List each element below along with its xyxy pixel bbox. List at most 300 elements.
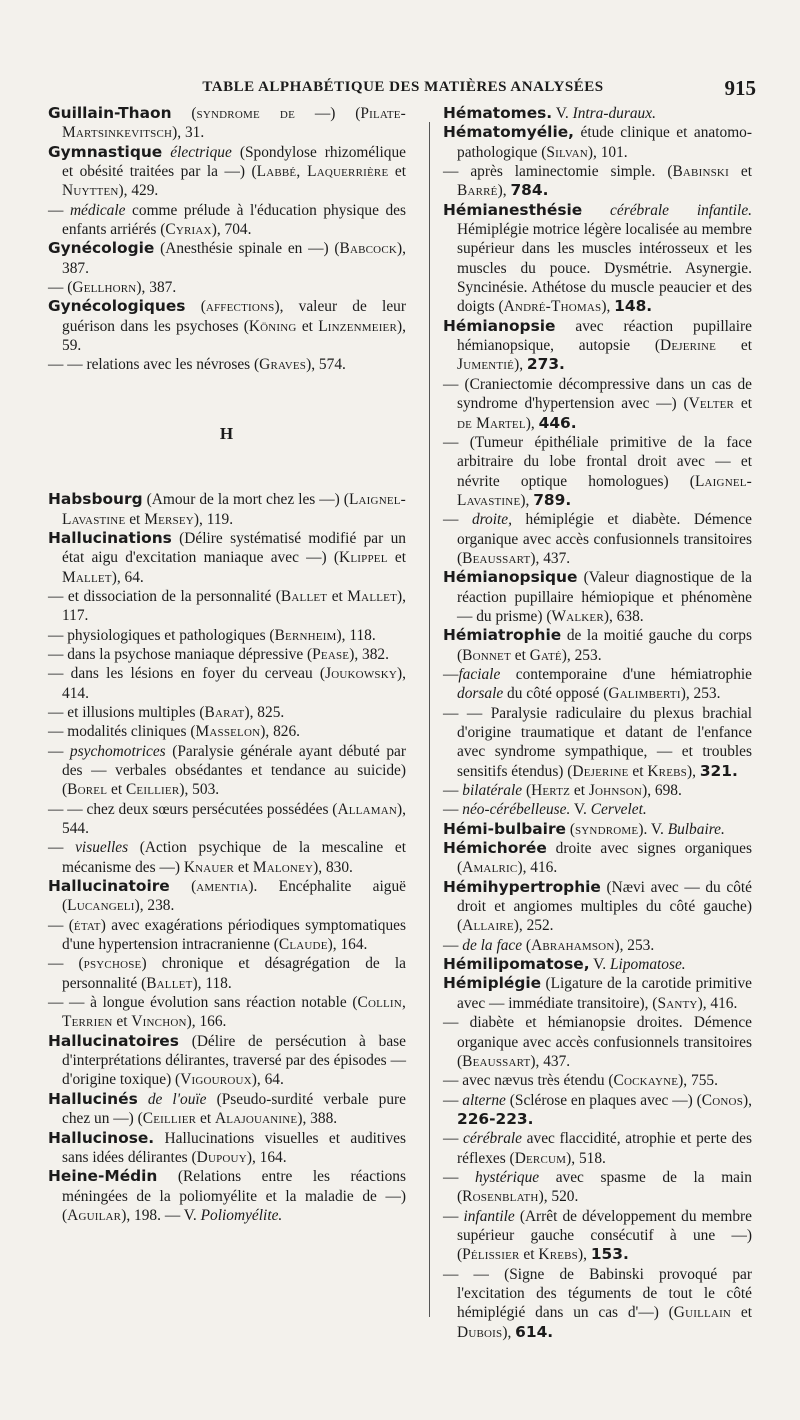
- author-name: Laignel-Lavastine: [457, 472, 752, 509]
- index-subentry: [443, 936, 752, 955]
- entry-text: et: [112, 1013, 132, 1031]
- italic-term: de la face: [462, 936, 523, 954]
- entry-text: (Pseudo-surdité verbale pure chez un —) (: [62, 1090, 406, 1128]
- entry-text: (Délire de persécution à base d'interprétations délirantes, traversé par des épisodes — d'origine toxique) (: [62, 1032, 406, 1089]
- entry-text: —: [443, 1091, 463, 1109]
- italic-term: médicale: [69, 201, 126, 219]
- entry-text: avec flaccidité, atrophie et perte des réflexes (: [457, 1130, 752, 1167]
- entry-text: V.: [570, 801, 591, 819]
- entry-text: ), 119.: [193, 510, 234, 528]
- index-entry: [443, 123, 752, 162]
- italic-term: Lipomatose.: [609, 956, 686, 974]
- author-name: Santy: [657, 994, 698, 1012]
- entry-text: ), 117.: [62, 587, 406, 625]
- italic-term: Cervelet.: [590, 801, 647, 819]
- entry-text: ),: [497, 182, 511, 200]
- entry-text: ), 387.: [136, 279, 177, 297]
- entry-text: — V.: [164, 1206, 201, 1224]
- entry-keyword: Hémiplégie: [443, 974, 542, 993]
- entry-text: de la moitié gauche du corps (: [457, 627, 752, 664]
- entry-text: ),: [686, 762, 700, 780]
- index-subentry: [443, 1071, 752, 1090]
- index-entry: [443, 955, 752, 974]
- italic-term: psychomotrices: [69, 742, 166, 760]
- entry-text: ), 101.: [587, 143, 628, 161]
- index-entry: [443, 317, 752, 375]
- entry-text: —: [443, 1168, 475, 1186]
- entry-text: —: [48, 201, 70, 219]
- index-entry: [443, 820, 752, 839]
- entry-text: ), 518.: [566, 1149, 606, 1167]
- entry-keyword: 153.: [590, 1245, 629, 1264]
- index-entry: [443, 839, 752, 878]
- entry-text: ), 31.: [172, 124, 205, 142]
- index-subentry: [48, 278, 406, 297]
- entry-text: et: [125, 510, 145, 528]
- italic-term: alterne: [462, 1091, 506, 1109]
- index-subentry: [443, 704, 752, 781]
- entry-text: et: [628, 762, 648, 780]
- entry-text: — (: [48, 279, 73, 297]
- entry-keyword: 614.: [515, 1322, 554, 1341]
- italic-term: électrique: [170, 143, 232, 161]
- author-name: Allaman: [337, 800, 398, 818]
- entry-text: du côté opposé (: [503, 685, 609, 703]
- entry-text: ) avec exagérations périodiques symptomatiques d'une hypertension intracranienne (: [62, 916, 407, 954]
- author-name: Alajouanine: [214, 1110, 298, 1128]
- entry-text: (Paralysie générale ayant débuté par des — verbales obsédantes et tendance au suicide) (: [62, 742, 406, 799]
- entry-keyword: Hémiatrophie: [443, 626, 562, 645]
- author-name: Joukowsky: [325, 665, 398, 683]
- entry-text: ), 416.: [517, 859, 558, 877]
- author-name: Cockayne: [613, 1072, 679, 1090]
- entry-text: (: [171, 105, 197, 122]
- entry-keyword: Gynécologiques: [48, 297, 186, 316]
- author-name: Nuytten: [62, 182, 119, 200]
- author-name: Aguilar: [67, 1206, 122, 1224]
- index-subentry: [48, 626, 406, 645]
- entry-text: et: [234, 858, 253, 876]
- column-divider: [429, 122, 430, 1317]
- entry-text: ),: [601, 298, 615, 316]
- entry-text: ), valeur de leur guérison dans les psychoses (: [62, 298, 406, 335]
- index-subentry: [48, 742, 406, 800]
- entry-text: ), 416.: [697, 994, 738, 1012]
- entry-text: (Amour de la mort chez les —) (: [142, 491, 349, 509]
- author-name: Beaussart: [462, 549, 531, 567]
- entry-keyword: Hémi-bulbaire: [443, 819, 566, 838]
- entry-text: ), 253.: [614, 936, 655, 954]
- index-subentry: [443, 1091, 752, 1130]
- author-name: Beaussart: [462, 1052, 531, 1070]
- running-title: TABLE ALPHABÉTIQUE DES MATIÈRES ANALYSÉES: [202, 79, 604, 95]
- author-name: Linzenmeier: [318, 317, 398, 335]
- entry-text: ), 64.: [251, 1071, 284, 1089]
- author-name: Velter: [688, 395, 735, 413]
- author-name: Babcock: [339, 240, 398, 258]
- italic-term: droite,: [471, 511, 512, 529]
- entry-text: et: [388, 163, 406, 181]
- entry-keyword: Hématomes.: [443, 104, 553, 122]
- index-subentry: [443, 781, 752, 800]
- entry-keyword: 789.: [533, 490, 572, 509]
- author-name: Dubois: [457, 1323, 503, 1341]
- entry-text: —: [48, 839, 76, 857]
- italic-term: dorsale: [457, 685, 504, 703]
- index-subentry: [48, 800, 406, 839]
- author-name: Köning: [248, 317, 297, 335]
- entry-text: (: [169, 878, 197, 896]
- entry-keyword: Gynécologie: [48, 239, 155, 258]
- entry-text: ),: [743, 1091, 752, 1109]
- entry-keyword: Guillain-Thaon: [48, 104, 172, 122]
- entry-text: ), 164.: [327, 936, 368, 954]
- italic-term: visuelles: [75, 839, 129, 857]
- author-name: Krebs: [647, 762, 687, 780]
- entry-text: avec spasme de la main (: [457, 1168, 752, 1206]
- entry-text: (Anesthésie spinale en —) (: [154, 240, 340, 258]
- entry-text: ), 437.: [530, 1052, 571, 1070]
- entry-keyword: Hémianesthésie: [443, 200, 583, 219]
- author-name: Bernheim: [274, 626, 337, 644]
- entry-text: comme prélude à l'éducation physique des enfants arriérés (: [62, 201, 406, 239]
- entry-text: et: [296, 317, 319, 335]
- author-name: Allaire: [462, 917, 514, 935]
- right-column: [443, 104, 752, 1342]
- entry-keyword: Hallucinations: [48, 528, 172, 547]
- author-name: Johnson: [588, 782, 643, 800]
- author-name: Maloney: [252, 858, 314, 876]
- author-name: Hertz: [531, 782, 571, 800]
- entry-text: et: [107, 781, 126, 799]
- entry-text: avec réaction pupillaire hémianopsique, autopsie (: [457, 317, 752, 355]
- entry-keyword: Hématomyélie,: [443, 123, 575, 142]
- entry-keyword: Hémichorée: [443, 839, 547, 858]
- author-name: Pease: [312, 645, 350, 663]
- entry-text: ), 414.: [62, 665, 406, 702]
- entry-text: ), 118.: [336, 626, 376, 644]
- index-subentry: [48, 722, 406, 741]
- author-name: Claude: [278, 936, 328, 954]
- entry-text: ), 830.: [313, 858, 353, 876]
- italic-term: infantile: [463, 1207, 515, 1225]
- author-name: Bonnet: [462, 646, 511, 664]
- author-name: psychose: [83, 955, 142, 973]
- entry-text: ),: [525, 414, 539, 432]
- index-subentry: [443, 1168, 752, 1207]
- italic-term: cérébrale: [463, 1130, 523, 1148]
- index-entry: [443, 201, 752, 317]
- index-entry: [48, 1032, 406, 1090]
- index-subentry: [48, 954, 406, 993]
- index-subentry: [48, 201, 406, 240]
- author-name: Krebs: [538, 1246, 579, 1264]
- index-subentry: [48, 993, 406, 1032]
- entry-text: (Délire systématisé modifié par un état aigu d'excitation maniaque avec —) (: [62, 529, 406, 567]
- index-entry: [48, 104, 406, 143]
- entry-text: — avec nævus très étendu (: [443, 1072, 614, 1090]
- author-name: Knauer: [183, 858, 235, 876]
- author-name: Walker: [551, 607, 604, 625]
- entry-text: ),: [520, 491, 534, 509]
- entry-text: (Nævi avec — du côté droit et angiomes multiples du côté gauche) (: [457, 878, 752, 935]
- entry-text: —: [443, 1207, 464, 1225]
- entry-text: hémiplégie et diabète. Démence organique avec accès confusionnels transitoires (: [457, 511, 752, 567]
- index-subentry: [443, 375, 752, 433]
- page-number: 915: [724, 76, 756, 100]
- entry-text: étude clinique et anatomo-pathologique (: [457, 124, 752, 161]
- author-name: Borel: [67, 781, 108, 799]
- entry-text: ), 826.: [260, 723, 301, 741]
- entry-keyword: 226-223.: [457, 1109, 534, 1128]
- author-name: Cyriax: [165, 221, 212, 239]
- index-subentry: [48, 587, 406, 626]
- author-name: Pélissier: [462, 1246, 520, 1264]
- author-name: syndrome: [574, 820, 639, 838]
- entry-text: — et illusions multiples (: [48, 703, 205, 721]
- italic-term: de l'ouïe: [147, 1090, 207, 1108]
- index-subentry: [443, 162, 752, 201]
- entry-text: —) (: [294, 105, 361, 122]
- author-name: Vigouroux: [180, 1071, 252, 1089]
- italic-term: néo-cérébelleuse.: [462, 801, 571, 819]
- section-letter-heading: H: [219, 423, 235, 443]
- entry-text: et: [716, 337, 752, 355]
- author-name: Barré: [457, 182, 498, 200]
- entry-text: ), 429.: [118, 182, 159, 200]
- index-subentry: [443, 433, 752, 510]
- entry-text: — dans les lésions en foyer du cerveau (: [48, 665, 326, 683]
- author-name: Graves: [259, 356, 307, 374]
- entry-keyword: Gymnastique: [48, 142, 163, 161]
- entry-text: V.: [552, 105, 573, 122]
- author-name: Masselon: [195, 723, 261, 741]
- entry-text: — physiologiques et pathologiques (: [48, 626, 275, 644]
- author-name: amentia: [196, 878, 249, 896]
- entry-text: (: [565, 820, 575, 838]
- author-name: Lucangeli: [67, 897, 135, 915]
- entry-text: (Arrêt de développement du membre supérieur gauche consécutif à une —) (: [457, 1207, 752, 1264]
- entry-text: (Valeur diagnostique de la réaction pupillaire hémiopique et phénomène — du prisme) (: [457, 569, 752, 625]
- entry-text: ), 252.: [513, 917, 554, 935]
- entry-text: ), 164.: [246, 1148, 287, 1166]
- author-name: de Martel: [457, 414, 526, 432]
- author-name: Dupouy: [196, 1148, 247, 1166]
- author-name: affections: [205, 298, 275, 316]
- author-name: Ceillier: [125, 781, 180, 799]
- author-name: Mallet: [347, 587, 398, 605]
- author-name: Ballet: [280, 587, 328, 605]
- entry-text: — et dissociation de la personnalité (: [48, 587, 281, 605]
- author-name: Galimberti: [608, 685, 681, 703]
- entry-text: — (: [48, 955, 84, 973]
- author-name: état: [73, 916, 101, 934]
- entry-text: ), 704.: [211, 221, 252, 239]
- entry-keyword: Hémianopsique: [443, 568, 578, 587]
- entry-keyword: Hallucinatoires: [48, 1031, 179, 1050]
- entry-keyword: Hallucinés: [48, 1089, 138, 1108]
- author-name: Abrahamson: [531, 936, 615, 954]
- entry-text: et: [327, 587, 348, 605]
- entry-text: ), 64.: [111, 568, 144, 586]
- entry-text: —: [443, 665, 459, 683]
- index-subentry: [48, 703, 406, 722]
- entry-keyword: Hallucinatoire: [48, 877, 170, 896]
- index-subentry: [443, 510, 752, 568]
- left-column: [48, 104, 406, 1225]
- entry-text: ), 544.: [62, 800, 406, 837]
- entry-text: ),: [514, 356, 527, 374]
- index-entry: [48, 529, 406, 587]
- index-subentry: [443, 1207, 752, 1265]
- index-subentry: [48, 645, 406, 664]
- entry-text: — modalités cliniques (: [48, 723, 196, 741]
- author-name: Gaté: [529, 646, 562, 664]
- entry-text: ), 503.: [179, 781, 220, 799]
- entry-keyword: 784.: [510, 181, 549, 200]
- entry-text: ), 437.: [530, 549, 571, 567]
- entry-keyword: Habsbourg: [48, 490, 143, 509]
- entry-text: ), 520.: [538, 1188, 579, 1206]
- entry-text: ), 574.: [306, 356, 346, 374]
- italic-term: hystérique: [474, 1168, 540, 1186]
- entry-text: — après laminectomie simple. (: [443, 163, 673, 181]
- entry-text: V.: [589, 956, 610, 974]
- entry-keyword: Hémianopsie: [443, 316, 556, 335]
- entry-text: ), 387.: [62, 240, 406, 277]
- entry-text: Hémiplégie motrice légère localisée au membre supérieur dans les muscles intérosseux et les muscles du pouce. Dysmétrie. Asynergie. Syncinésie. Athétose du muscle peaucier et des doigts (: [457, 221, 752, 316]
- entry-text: ), 59.: [62, 317, 406, 355]
- italic-term: bilatérale: [462, 782, 523, 800]
- entry-text: — — Paralysie radiculaire du plexus brachial d'origine traumatique et datant de l'enfance avec syndrome sympathique, — et troubles sensitifs étendus) (: [443, 704, 752, 780]
- entry-text: contemporaine d'une hémiatrophie: [500, 665, 752, 683]
- entry-text: et: [519, 1246, 539, 1264]
- index-entry: [48, 143, 406, 201]
- author-name: Silvan: [546, 143, 588, 161]
- author-name: Collin, Terrien: [62, 994, 406, 1031]
- author-name: Dercum: [514, 1149, 567, 1167]
- entry-text: —: [443, 1130, 464, 1148]
- author-name: Guillain: [673, 1304, 732, 1322]
- author-name: Labbé, Laquerrière: [256, 163, 389, 181]
- entry-text: —: [443, 801, 463, 819]
- author-name: André-Thomas: [503, 298, 602, 316]
- entry-text: ), 755.: [678, 1072, 718, 1090]
- entry-keyword: 148.: [614, 297, 653, 316]
- index-entry: [443, 974, 752, 1013]
- index-subentry: [443, 1129, 752, 1168]
- author-name: Laignel-Lavastine: [62, 491, 406, 528]
- entry-keyword: 321.: [699, 761, 738, 780]
- author-name: Amalric: [462, 859, 518, 877]
- entry-text: ), 638.: [603, 607, 644, 625]
- entry-text: — (Tumeur épithéliale primitive de la face arbitraire du lobe frontal droit avec — et névrite optique homologues) (: [443, 433, 752, 490]
- index-subentry: [443, 800, 752, 819]
- entry-text: —: [48, 742, 70, 760]
- author-name: Mersey: [144, 510, 194, 528]
- author-name: Ceillier: [142, 1110, 197, 1128]
- index-subentry: [48, 355, 406, 374]
- entry-text: (: [522, 936, 532, 954]
- index-entry: [48, 297, 406, 355]
- entry-text: —: [443, 511, 472, 529]
- entry-text: — dans la psychose maniaque dépressive (: [48, 645, 313, 663]
- italic-term: cérébrale infantile.: [610, 201, 752, 219]
- entry-text: ), 382.: [349, 645, 389, 663]
- author-name: Ballet: [146, 974, 193, 992]
- entry-text: ), 166.: [186, 1013, 227, 1031]
- entry-text: et: [734, 395, 752, 413]
- entry-text: et: [510, 646, 530, 664]
- entry-text: (: [522, 782, 532, 800]
- index-subentry: [443, 665, 752, 704]
- entry-text: ),: [578, 1246, 591, 1264]
- entry-text: ), 253.: [680, 685, 721, 703]
- entry-keyword: Hallucinose.: [48, 1128, 155, 1147]
- entry-text: — — chez deux sœurs persécutées possédées (: [48, 800, 338, 818]
- entry-text: —: [443, 782, 463, 800]
- index-subentry: [48, 664, 406, 703]
- entry-text: (Relations entre les réactions méningées de la poliomyélite et la maladie de —) (: [62, 1168, 406, 1224]
- running-header: [48, 76, 758, 100]
- author-name: Vinchon: [131, 1013, 187, 1031]
- entry-text: — (: [48, 916, 74, 934]
- index-entry: [443, 104, 752, 123]
- index-entry: [48, 1167, 406, 1225]
- entry-text: ), 253.: [561, 646, 602, 664]
- italic-term: Poliomyélite.: [200, 1206, 283, 1224]
- index-entry: [443, 568, 752, 626]
- entry-text: ), 198.: [121, 1206, 161, 1224]
- author-name: Mallet: [62, 568, 112, 586]
- index-entry: [443, 626, 752, 665]
- author-name: Babinski: [672, 163, 729, 181]
- author-name: Klippel: [339, 549, 388, 567]
- entry-keyword: 273.: [526, 355, 565, 374]
- entry-keyword: Hémihypertrophie: [443, 877, 601, 896]
- author-name: syndrome de: [196, 105, 295, 122]
- index-entry: [48, 490, 406, 529]
- author-name: Pilate-Martsinkevitsch: [62, 105, 406, 142]
- index-entry: [48, 1129, 406, 1168]
- author-name: Rosenblath: [462, 1188, 539, 1206]
- author-name: Barat: [204, 703, 245, 721]
- entry-text: — — (Signe de Babinski provoqué par l'excitation des téguments de tout le côté hémiplégié dans un cas d'—) (: [443, 1265, 752, 1322]
- entry-text: et: [728, 163, 752, 181]
- entry-keyword: 446.: [538, 413, 577, 432]
- entry-text: — diabète et hémianopsie droites. Démence organique avec accès confusionnels transitoires (: [443, 1014, 752, 1070]
- index-entry: [443, 878, 752, 936]
- entry-text: ), 825.: [244, 703, 285, 721]
- index-subentry: [48, 838, 406, 877]
- author-name: Jumentié: [457, 356, 515, 374]
- entry-text: (Sclérose en plaques avec —) (: [505, 1091, 702, 1109]
- entry-text: ), 118.: [192, 974, 232, 992]
- entry-text: et: [570, 782, 589, 800]
- entry-text: ). V.: [638, 820, 668, 838]
- entry-text: (Spondylose rhizomélique et obésité traitées par la —) (: [62, 143, 406, 181]
- italic-term: faciale: [458, 665, 501, 683]
- entry-text: ),: [502, 1323, 516, 1341]
- entry-text: Hallucinations visuelles et auditives sans idées délirantes (: [62, 1129, 406, 1166]
- author-name: Dejerine: [660, 337, 717, 355]
- italic-term: Bulbaire.: [667, 820, 725, 838]
- entry-text: ), 388.: [297, 1110, 338, 1128]
- author-name: Dejerine: [572, 762, 629, 780]
- entry-text: ). Encéphalite aiguë (: [62, 878, 406, 915]
- index-subentry: [48, 916, 406, 955]
- index-subentry: [443, 1013, 752, 1071]
